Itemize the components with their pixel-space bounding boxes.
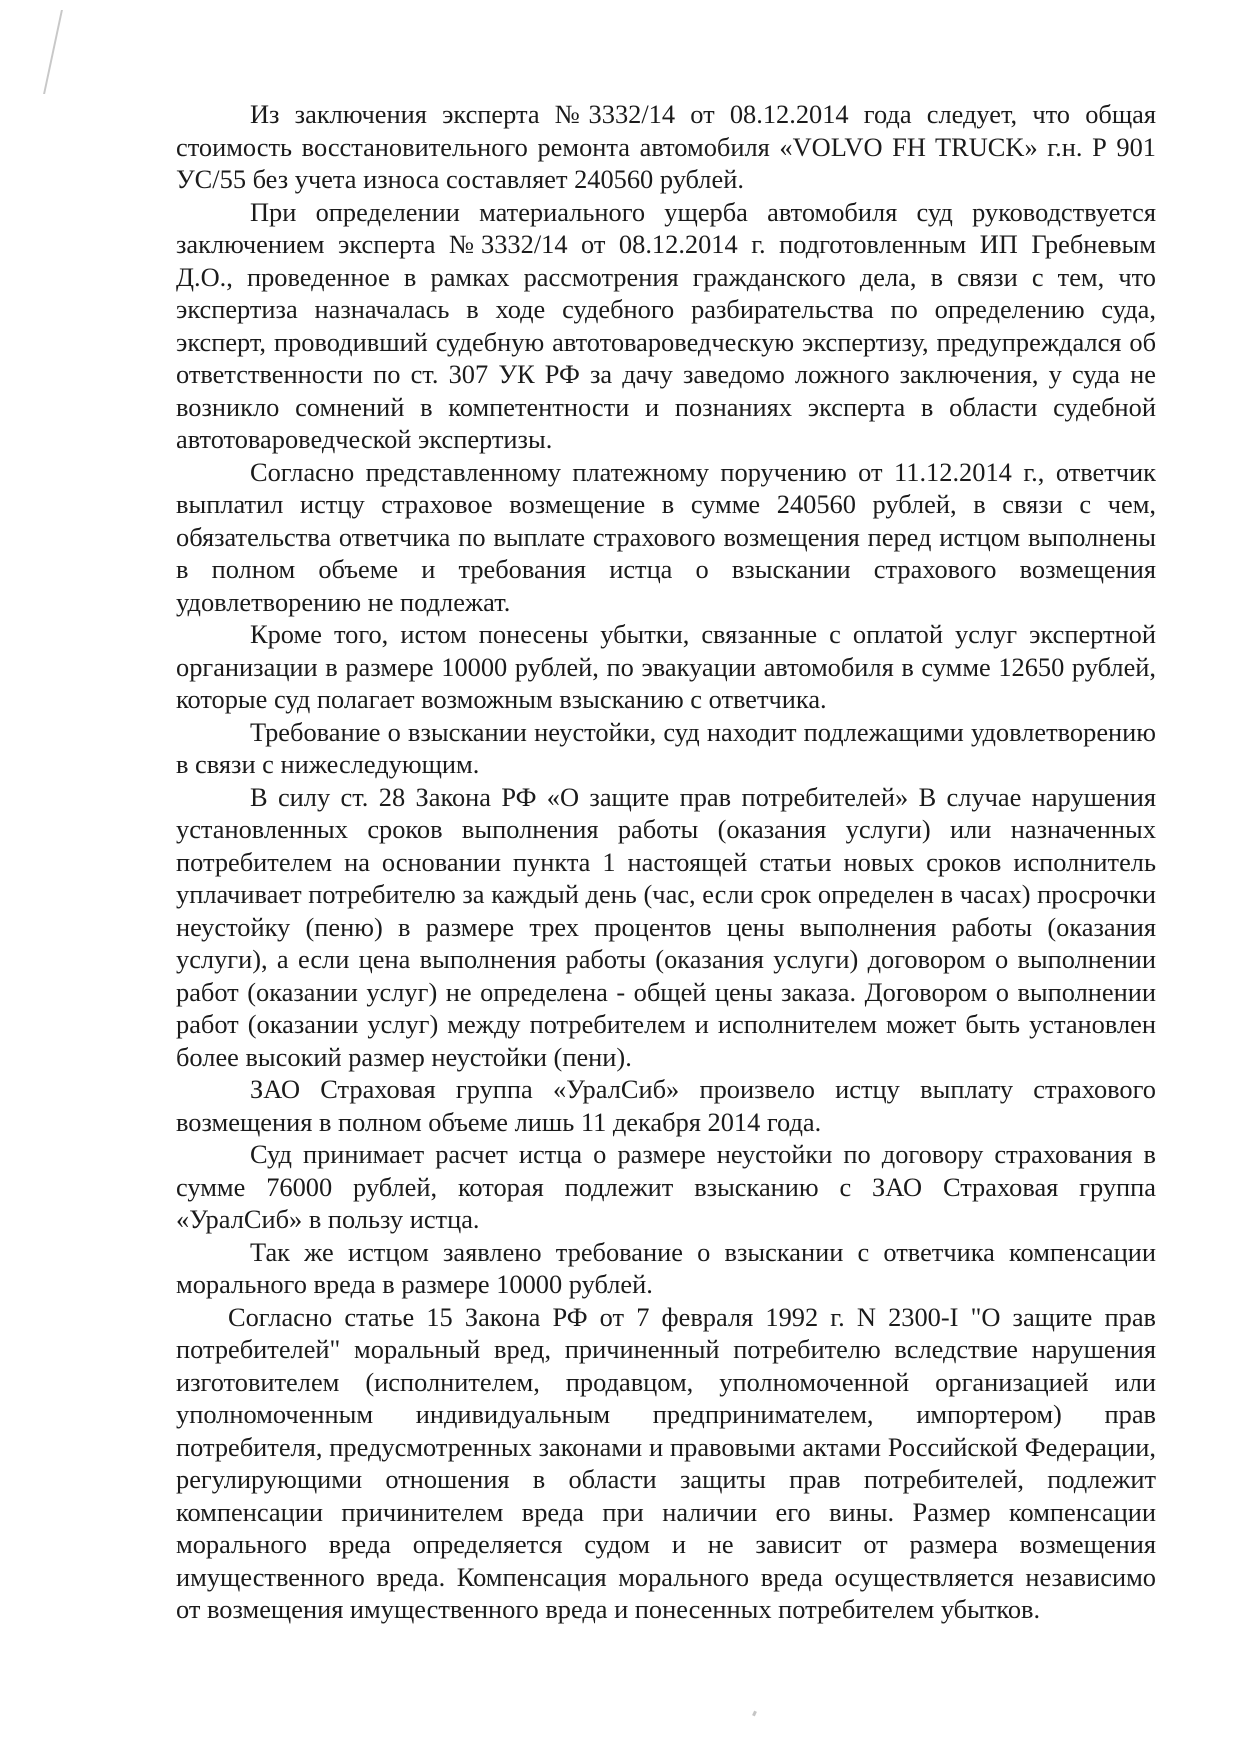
scan-speck (752, 1711, 757, 1717)
paragraph-article-15: Согласно статье 15 Закона РФ от 7 февраля 1992 г. N 2300-I "О защите прав потребителей" моральный вред, причиненный потребителю вследствие нарушения изготовителем (исполнителем, продавцом, уполномоченной организацией или уполномоченным индивидуальным предпринимателем, импортером) прав потребителя, предусмотренных законами и правовыми актами Российской Федерации, регулирующими отношения в области защиты прав потребителей, подлежит компенсации причинителем вреда при наличии его вины. Размер компенсации морального вреда определяется судом и не зависит от размера возмещения имущественного вреда. Компенсация морального вреда осуществляется независимо от возмещения имущественного вреда и понесенных потребителем убытков. (176, 1301, 1156, 1624)
paragraph-moral-damage-claim: Так же истцом заявлено требование о взыскании с ответчика компенсации морального вреда в размере 10000 рублей. (176, 1236, 1156, 1299)
scan-edge-mark (43, 10, 81, 94)
paragraph-article-28: В силу ст. 28 Закона РФ «О защите прав потребителей» В случае нарушения установленных сроков выполнения работы (оказания услуги) или назначенных потребителем на основании пункта 1 настоящей статьи новых сроков исполнитель уплачивает потребителю за каждый день (час, если срок определен в часах) просрочки неустойку (пеню) в размере трех процентов цены выполнения работы (оказания услуги), а если цена выполнения работы (оказания услуги) договором о выполнении работ (оказании услуг) не определена - общей цены заказа. Договором о выполнении работ (оказании услуг) между потребителем и исполнителем может быть установлен более высокий размер неустойки (пени). (176, 781, 1156, 1072)
paragraph-uralsib-payment: ЗАО Страховая группа «УралСиб» произвело истцу выплату страхового возмещения в полном объеме лишь 11 декабря 2014 года. (176, 1074, 1156, 1137)
paragraph-penalty-claim: Требование о взыскании неустойки, суд находит подлежащими удовлетворению в связи с нижеследующим. (176, 716, 1156, 779)
paragraph-material-damage: При определении материального ущерба автомобиля суд руководствуется заключением эксперта №3332/14 от 08.12.2014 г. подготовленным ИП Гребневым Д.О., проведенное в рамках рассмотрения гражданского дела, в связи с тем, что экспертиза назначалась в ходе судебного разбирательства по определению суда, эксперт, проводивший судебную автотовароведческую экспертизу, предупреждался об ответственности по ст. 307 УК РФ за дачу заведомо ложного заключения, у суда не возникло сомнений в компетентности и познаниях эксперта в области судебной автотовароведческой экспертизы. (176, 196, 1156, 454)
paragraph-penalty-calculation: Суд принимает расчет истца о размере неустойки по договору страхования в сумме 76000 рублей, которая подлежит взысканию с ЗАО Страховая группа «УралСиб» в пользу истца. (176, 1139, 1156, 1234)
document-page (176, 98, 1156, 1626)
paragraph-losses: Кроме того, истом понесены убытки, связанные с оплатой услуг экспертной организации в размере 10000 рублей, по эвакуации автомобиля в сумме 12650 рублей, которые суд полагает возможным взысканию с ответчика. (176, 619, 1156, 714)
paragraph-payment-order: Согласно представленному платежному поручению от 11.12.2014 г., ответчик выплатил истцу страховое возмещение в сумме 240560 рублей, в связи с чем, обязательства ответчика по выплате страхового возмещения перед истцом выполнены в полном объеме и требования истца о взыскании страхового возмещения удовлетворению не подлежат. (176, 456, 1156, 617)
paragraph-expert-conclusion: Из заключения эксперта №3332/14 от 08.12.2014 года следует, что общая стоимость восстановительного ремонта автомобиля «VOLVO FH TRUCK» г.н. Р 901 УС/55 без учета износа составляет 240560 рублей. (176, 99, 1156, 194)
